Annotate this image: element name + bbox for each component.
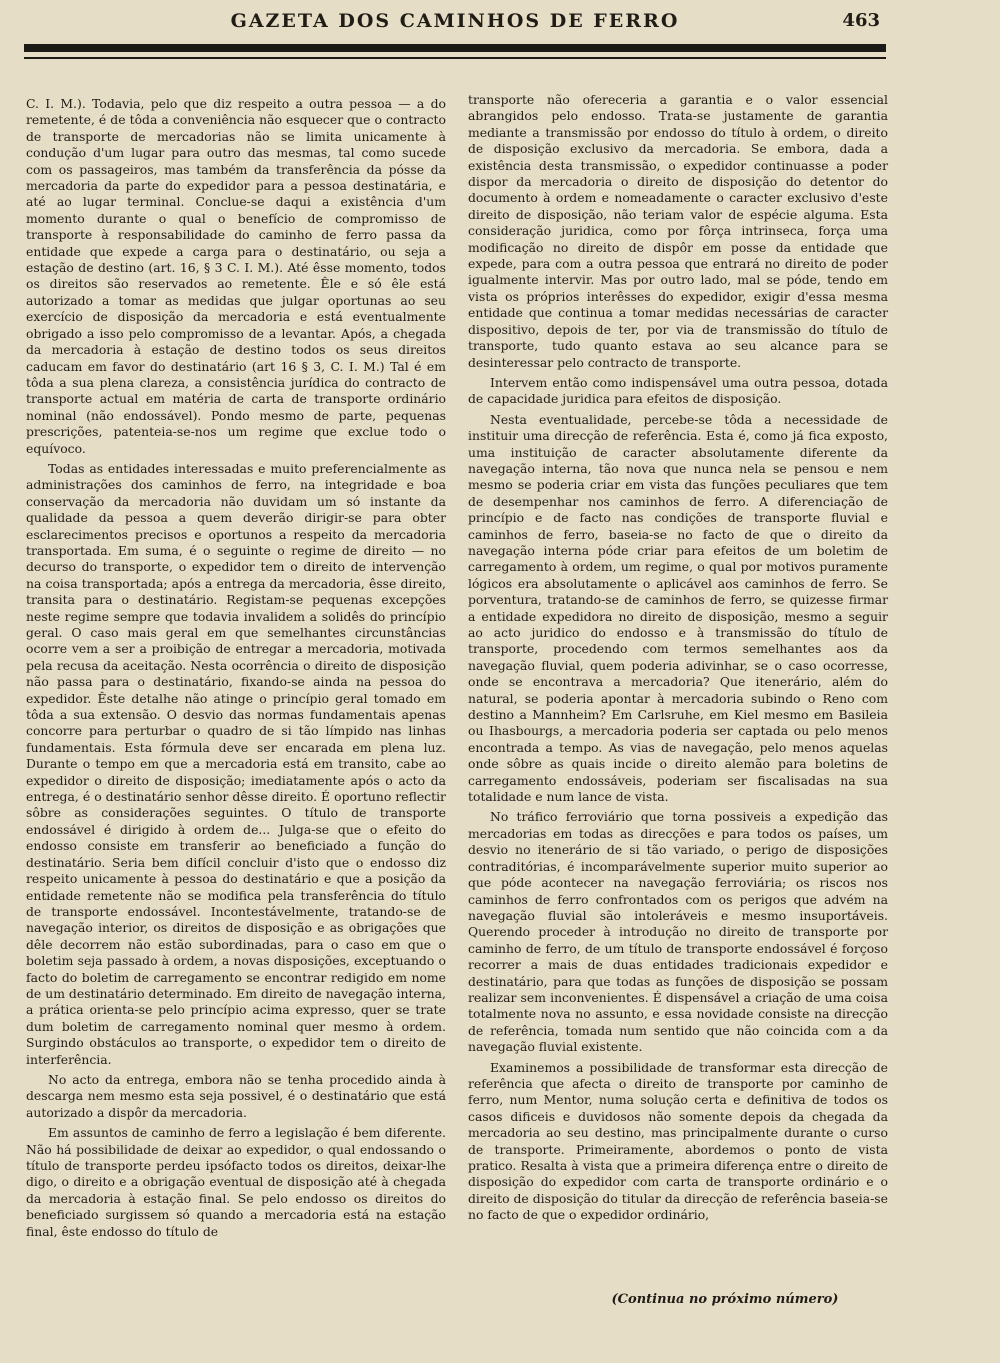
paragraph: transporte não ofereceria a garantia e o valor essencial abrangidos pelo endosso. Trata-se justamente de garantia mediante a transmissão por endosso do título à ordem, o direito de disposição exclusivo da mercadoria. Se embora, dada a existência desta transmissão, o expedidor continuasse a poder dispor da mercadoria o direito de disposição do detentor do documento à ordem e nomeadamente o caracter exclusivo d'este direito de disposição, não teriam valor de espécie alguma. Esta consideração juridica, como por fôrça intrinseca, força uma modificação no direito de dispôr em posse da entidade que expede, para com a outra pessoa que entrará no direito de poder igualmente intervir. Mas por outro lado, mal se póde, tendo em vista os próprios interêsses do expedidor, exigir d'essa mesma entidade que continua a tomar medidas necessárias de caracter dispositivo, depois de ter, por via de transmissão do título de transporte, tudo quanto estava ao seu alcance para se desinteressar pelo contracto de transporte.: [468, 92, 888, 370]
paragraph: Em assuntos de caminho de ferro a legislação é bem diferente. Não há possibilidade de deixar ao expedidor, o qual endossando o título de transporte perdeu ipsófacto todos os direitos, deixar-lhe digo, o direito e a obrigação eventual de disposição até à chegada da mercadoria à estação final. Se pelo endosso os direitos do beneficiado surgissem só quando a mercadoria está na estação final, êste endosso do título de: [26, 1125, 446, 1239]
paragraph: Intervem então como indispensável uma outra pessoa, dotada de capacidade juridica para efeitos de disposição.: [468, 374, 888, 407]
header-rule-thick: [24, 44, 886, 52]
paragraph: Examinemos a possibilidade de transformar esta direcção de referência que afecta o direito de transporte por caminho de ferro, num Mentor, numa solução certa e definitiva de todos os casos dificeis e duvidosos não somente depois da chegada da mercadoria ao seu destino, mas principalmente durante o curso de transporte. Primeiramente, abordemos o ponto de vista pratico. Resalta à vista que a primeira diferença entre o direito de disposição do expedidor com carta de transporte ordinário e o direito de disposição do titular da direcção de referência baseia-se no facto de que o expedidor ordinário,: [468, 1059, 888, 1223]
header-rule-thin: [24, 57, 886, 59]
continuation-note: (Continua no próximo número): [611, 1292, 839, 1307]
page-header-title: GAZETA DOS CAMINHOS DE FERRO: [230, 10, 680, 32]
right-column: [468, 92, 888, 1224]
paragraph: C. I. M.). Todavia, pelo que diz respeito a outra pessoa — a do remetente, é de tôda a conveniência não esquecer que o contracto de transporte de mercadorias não se limita unicamente à condução d'um lugar para outro das mesmas, tal como sucede com os passageiros, mas também da transferência da pósse da mercadoria da parte do expedidor para a pessoa destinatária, e até ao lugar terminal. Conclue-se daqui a existência d'um momento durante o qual o benefício de compromisso de transporte à responsabilidade do caminho de ferro passa da entidade que expede a carga para o destinatário, ou seja a estação de destino (art. 16, § 3 C. I. M.). Até êsse momento, todos os direitos são reservados ao remetente. Êle e só êle está autorizado a tomar as medidas que julgar oportunas ao seu exercício de disposição da mercadoria e está eventualmente obrigado a isso pelo compromisso de a levantar. Após, a chegada da mercadoria à estação de destino todos os seus direitos caducam em favor do destinatário (art 16 § 3, C. I. M.) Tal é em tôda a sua plena clareza, a consistência jurídica do contracto de transporte actual em matéria de carta de transporte ordinário nominal (não endossável). Pondo mesmo de parte, pequenas prescrições, patenteia-se-nos um regime que exclue todo o equívoco.: [26, 96, 446, 456]
left-column: [26, 96, 446, 1240]
paragraph: Todas as entidades interessadas e muito preferencialmente as administrações dos caminhos de ferro, na integridade e boa conservação da mercadoria não duvidam um só instante da qualidade da pessoa a quem deverão dirigir-se para obter esclarecimentos precisos e oportunos a respeito da mercadoria transportada. Em suma, é o seguinte o regime de direito — no decurso do transporte, o expedidor tem o direito de intervenção na coisa transportada; após a entrega da mercadoria, êsse direito, transita para o destinatário. Registam-se pequenas excepções neste regime sempre que todavia invalidem a solidês do princípio geral. O caso mais geral em que semelhantes circunstâncias ocorre vem a ser a proibição de entregar a mercadoria, motivada pela recusa da aceitação. Nesta ocorrência o direito de disposição não passa para o destinatário, fixando-se ainda na pessoa do expedidor. Êste detalhe não atinge o princípio geral tomado em tôda a sua extensão. O desvio das normas fundamentais apenas concorre para perturbar o quadro de si tão límpido nas linhas fundamentais. Esta fórmula deve ser encarada em plena luz. Durante o tempo em que a mercadoria está em transito, cabe ao expedidor o direito de disposição; imediatamente após o acto da entrega, é o destinatário senhor dêsse direito. É oportuno reflectir sôbre as considerações seguintes. O título de transporte endossável é dirigido à ordem de... Julga-se que o efeito do endosso consiste em transferir ao beneficiado a função do destinatário. Seria bem difícil concluir d'isto que o endosso diz respeito unicamente à pessoa do destinatário e que a posição da entidade remetente não se modifica pela transferência do título de transporte endossável. Incontestávelmente, tratando-se de navegação interior, os direitos de disposição e as obrigações que dêle decorrem não estão subordinadas, para o caso em que o boletim seja passado à ordem, a novas disposições, exceptuando o facto do boletim de carregamento se encontrar redigido em nome de um destinatário determinado. Em direito de navegação interna, a prática orienta-se pelo princípio acima expresso, quer se trate dum boletim de carregamento nominal quer mesmo à ordem. Surgindo obstáculos ao transporte, o expedidor tem o direito de interferência.: [26, 460, 446, 1067]
paragraph: No acto da entrega, embora não se tenha procedido ainda à descarga nem mesmo esta seja possivel, é o destinatário que está autorizado a dispôr da mercadoria.: [26, 1071, 446, 1120]
paragraph: No tráfico ferroviário que torna possiveis a expedição das mercadorias em todas as direcções e para todos os países, um desvio no itenerário de si tão variado, o perigo de disposições contraditórias, é incomparávelmente superior muito superior ao que póde acontecer na navegação ferroviária; os riscos nos caminhos de ferro confrontados com os perigos que advém na navegação fluvial são intoleráveis e mesmo insuportáveis. Querendo proceder à introdução no direito de transporte por caminho de ferro, de um título de transporte endossável é forçoso recorrer a mais de duas entidades tradicionais expedidor e destinatário, para que todas as funções de disposição se possam realizar sem inconvenientes. É dispensável a criação de uma coisa totalmente nova no assunto, e essa novidade consiste na direcção de referência, tomada num sentido que não coincida com a da navegação fluvial existente.: [468, 809, 888, 1055]
paragraph: Nesta eventualidade, percebe-se tôda a necessidade de instituir uma direcção de referência. Esta é, como já fica exposto, uma instituição de caracter absolutamente diferente da navegação interna, tão nova que nunca nela se pensou e nem mesmo se poderia criar em vista das funções peculiares que tem de desempenhar nos caminhos de ferro. A diferenciação de princípio e de facto nas condições de transporte fluvial e caminhos de ferro, baseia-se no facto de que o direito da navegação interna póde criar para efeitos de um boletim de carregamento à ordem, um regime, o qual por motivos puramente lógicos era absolutamente o aplicável aos caminhos de ferro. Se porventura, tratando-se de caminhos de ferro, se quizesse firmar a entidade expedidora no direito de disposição, mesmo a seguir ao acto juridico do endosso e à transmissão do título de transporte, procedendo com termos semelhantes aos da navegação fluvial, quem poderia adivinhar, se o caso ocorresse, onde se encontrava a mercadoria? Que itenerário, além do natural, se poderia apontar à mercadoria subindo o Reno com destino a Mannheim? Em Carlsruhe, em Kiel mesmo em Basileia ou Ihasbourgs, a mercadoria poderia ser captada ou pelo menos encontrada a tempo. As vias de navegação, pelo menos aquelas onde sôbre as quais incide o direito alemão para boletins de carregamento endossáveis, poderiam ser fiscalisadas na sua totalidade e num lance de vista.: [468, 411, 888, 805]
page-number: 463: [842, 10, 880, 31]
